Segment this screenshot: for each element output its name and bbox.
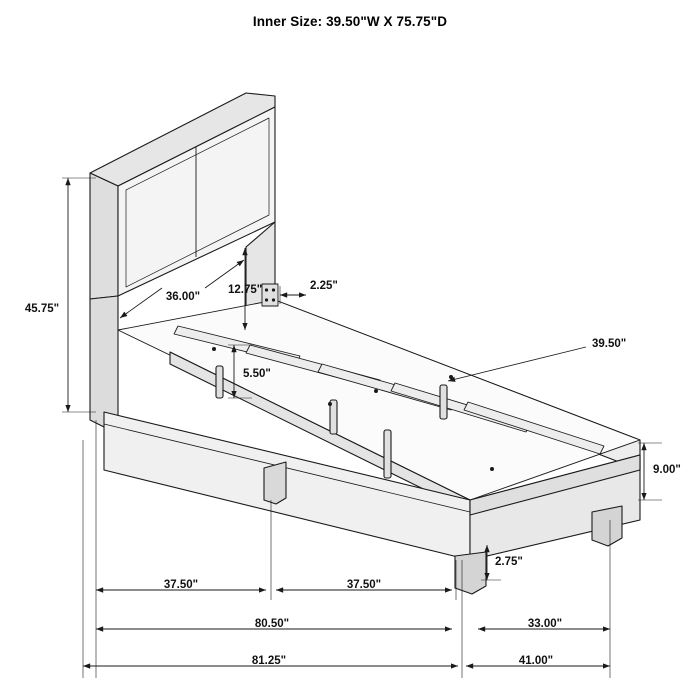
rear-foot-leg xyxy=(592,506,622,546)
front-foot-leg xyxy=(455,552,486,594)
label-segment-left: 37.50" xyxy=(163,579,199,591)
label-width-depth: 39.50" xyxy=(592,338,627,350)
support-leg-1 xyxy=(216,366,223,398)
label-segment-right: 37.50" xyxy=(346,579,382,591)
label-inner-length: 80.50" xyxy=(254,618,290,630)
label-foot-clearance: 2.75" xyxy=(495,556,523,568)
support-leg-3 xyxy=(384,430,391,478)
bed-illustration xyxy=(90,93,640,594)
label-side-rail-height: 9.00" xyxy=(653,464,681,476)
label-slat-leg-height: 5.50" xyxy=(243,368,271,380)
dim-width-leader xyxy=(448,347,586,381)
page-title: Inner Size: 39.50"W X 75.75"D xyxy=(252,14,448,29)
label-overall-length: 81.25" xyxy=(251,655,287,667)
headboard-left-edge xyxy=(90,173,118,299)
label-overall-height: 45.75" xyxy=(24,303,60,315)
mid-foot-leg xyxy=(264,462,286,504)
support-leg-4 xyxy=(440,385,447,419)
label-end-section: 41.00" xyxy=(518,655,554,667)
label-foot-section: 33.00" xyxy=(527,618,563,630)
label-panel-gap: 12.75" xyxy=(228,284,263,296)
headboard-post-left xyxy=(90,296,118,427)
label-headboard-height: 36.00" xyxy=(165,291,201,303)
headboard-bracket xyxy=(262,284,278,306)
label-bracket-offset: 2.25" xyxy=(310,280,338,292)
